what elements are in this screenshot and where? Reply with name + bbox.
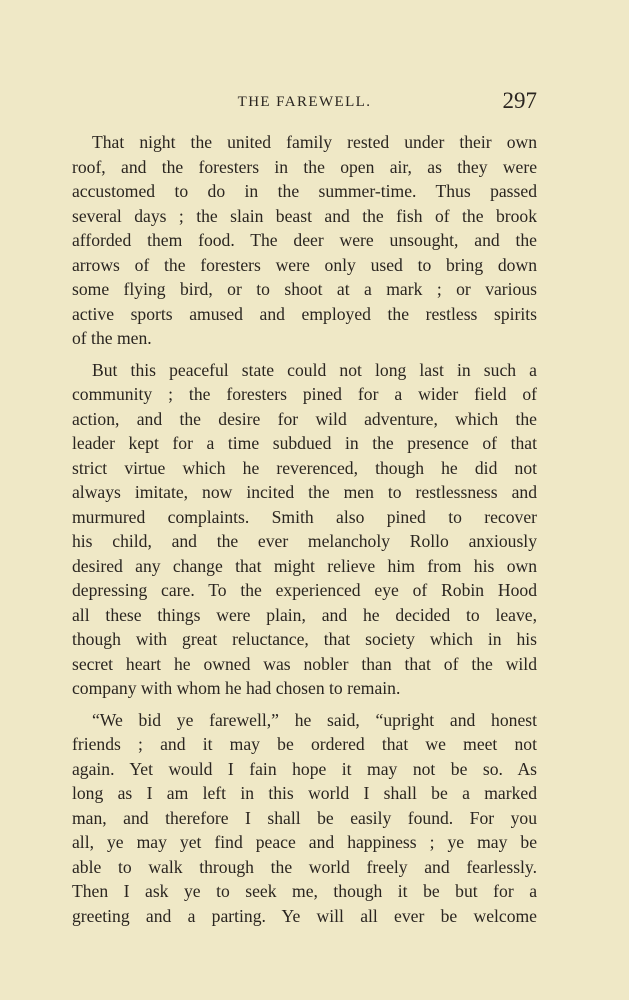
text-line: accustomed to do in the summer-time. Thus passed [72, 181, 537, 201]
text-line: arrows of the foresters were only used to bring down [72, 254, 537, 275]
chapter-title: THE FAREWELL. [237, 94, 372, 110]
text-line: roof, and the foresters in the open air, as they were [72, 156, 537, 177]
paragraph [72, 130, 537, 351]
text-line: friends ; and it may be ordered that we meet not [72, 734, 537, 754]
text-line: though with great reluctance, that society which in his [72, 629, 537, 649]
paragraph [72, 358, 537, 701]
text-line: afforded them food. The deer were unsought, and the [72, 230, 537, 250]
text-line: always imitate, now incited the men to restlessness and [72, 482, 537, 502]
text-line: action, and the desire for wild adventure, which the [72, 408, 537, 429]
text-line: That night the united family rested under their own [92, 132, 537, 152]
text-line: “We bid ye farewell,” he said, “upright and honest [92, 709, 537, 730]
text-line: community ; the foresters pined for a wider field of [72, 384, 537, 404]
text-line: active sports amused and employed the restless spirits [72, 303, 537, 324]
text-line: his child, and the ever melancholy Rollo anxiously [72, 531, 537, 551]
text-line: some flying bird, or to shoot at a mark ; or various [72, 279, 537, 299]
text-line: all, ye may yet find peace and happiness ; ye may be [72, 832, 537, 852]
text-line: long as I am left in this world I shall be a marked [72, 783, 537, 803]
text-line: again. Yet would I fain hope it may not be so. As [72, 758, 537, 779]
text-line: desired any change that might relieve him from his own [72, 555, 537, 576]
page-number: 297 [502, 88, 537, 113]
text-line: company with whom he had chosen to remain. [72, 678, 401, 698]
text-line: man, and therefore I shall be easily found. For you [72, 807, 537, 828]
text-line: But this peaceful state could not long last in such a [92, 359, 537, 380]
text-line: all these things were plain, and he decided to leave, [72, 604, 537, 625]
running-head [72, 88, 537, 122]
text-line: depressing care. To the experienced eye of Robin Hood [72, 580, 537, 600]
text-line: murmured complaints. Smith also pined to recover [72, 506, 537, 527]
text-line: several days ; the slain beast and the fish of the brook [72, 205, 537, 226]
text-line: of the men. [72, 328, 152, 348]
text-line: secret heart he owned was nobler than that of the wild [72, 653, 537, 674]
text-line: greeting and a parting. Ye will all ever be welcome [72, 905, 537, 926]
paragraph [72, 708, 537, 929]
text-line: leader kept for a time subdued in the presence of that [72, 433, 537, 453]
text-line: able to walk through the world freely and fearlessly. [72, 856, 537, 877]
body-text [72, 130, 537, 935]
text-line: Then I ask ye to seek me, though it be but for a [72, 881, 537, 901]
text-line: strict virtue which he reverenced, though he did not [72, 457, 537, 478]
